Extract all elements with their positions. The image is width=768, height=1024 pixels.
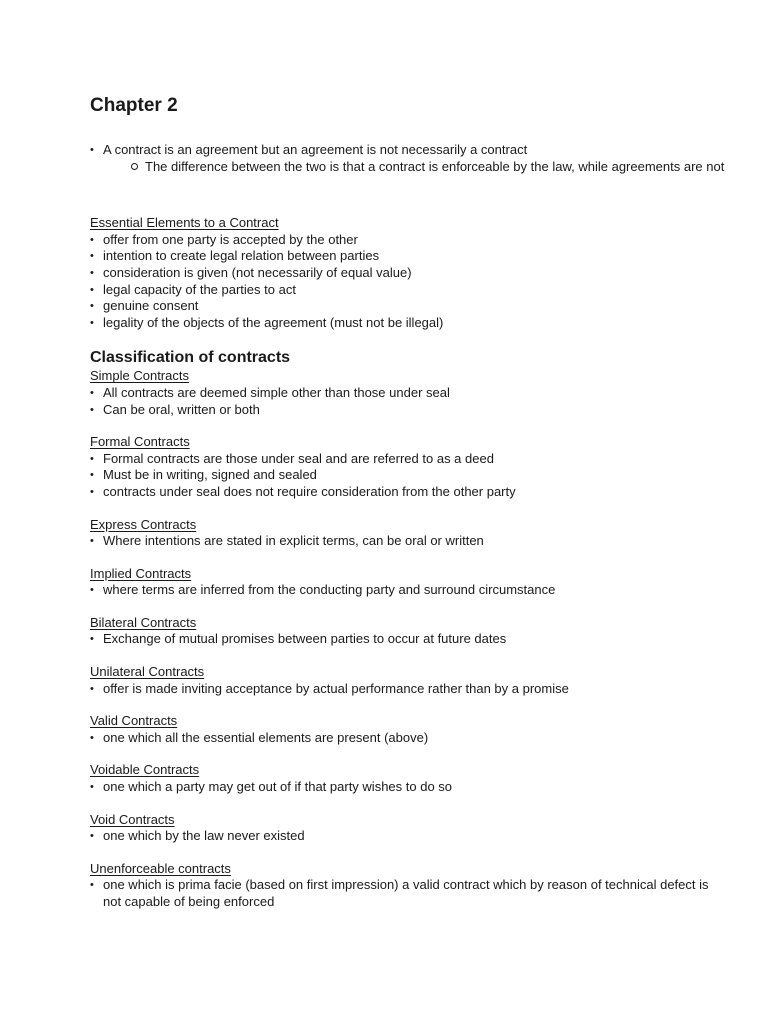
list-item: • Where intentions are stated in explicit terms, can be oral or written [90, 533, 730, 550]
contract-type-heading: Implied Contracts [90, 565, 192, 581]
contract-type-simple [90, 368, 730, 418]
list-item: • one which all the essential elements are present (above) [90, 730, 730, 747]
list-item: • Must be in writing, signed and sealed [90, 467, 730, 484]
intro-list [90, 142, 730, 175]
list-item: • one which by the law never existed [90, 828, 730, 845]
list-item: • offer is made inviting acceptance by actual performance rather than by a promise [90, 681, 730, 698]
contract-type-valid [90, 713, 730, 746]
essential-elements-heading: Essential Elements to a Contract [90, 215, 279, 231]
list-item: • one which a party may get out of if that party wishes to do so [90, 779, 730, 796]
list-item: • Exchange of mutual promises between parties to occur at future dates [90, 631, 730, 648]
list-item: • contracts under seal does not require consideration from the other party [90, 484, 730, 501]
chapter-title: Chapter 2 [90, 95, 178, 116]
contract-type-unenforceable [90, 861, 730, 911]
contract-type-bilateral [90, 615, 730, 648]
list-item: • one which is prima facie (based on first impression) a valid contract which by reason of technical defect is not capable of being enforced [90, 877, 730, 910]
intro-point [90, 142, 730, 175]
list-item: • All contracts are deemed simple other than those under seal [90, 385, 730, 402]
list-item: • Formal contracts are those under seal and are referred to as a deed [90, 451, 730, 468]
contract-type-list [90, 681, 730, 698]
list-item: • offer from one party is accepted by the other [90, 232, 730, 249]
contract-type-list [90, 582, 730, 599]
contract-type-list [90, 730, 730, 747]
contract-type-heading: Unenforceable contracts [90, 860, 231, 876]
contract-type-heading: Void Contracts [90, 811, 175, 827]
essential-elements-section [90, 215, 730, 331]
contract-type-heading: Unilateral Contracts [90, 664, 205, 680]
contract-type-list [90, 533, 730, 550]
contract-type-heading: Formal Contracts [90, 434, 190, 450]
essential-elements-list [90, 232, 730, 332]
intro-point-text: A contract is an agreement but an agreement is not necessarily a contract [103, 142, 528, 157]
contract-type-void [90, 812, 730, 845]
contract-type-heading: Bilateral Contracts [90, 614, 197, 630]
contract-type-express [90, 517, 730, 550]
list-item: • consideration is given (not necessarily of equal value) [90, 265, 730, 282]
contract-type-formal [90, 434, 730, 500]
contract-type-heading: Express Contracts [90, 516, 197, 532]
intro-sub-point: The difference between the two is that a contract is enforceable by the law, while agreements are not [131, 159, 730, 176]
contract-type-unilateral [90, 664, 730, 697]
list-item: • legality of the objects of the agreement (must not be illegal) [90, 315, 730, 332]
classification-title: Classification of contracts [90, 349, 291, 367]
list-item: • Can be oral, written or both [90, 402, 730, 419]
contract-type-implied [90, 566, 730, 599]
contract-type-list [90, 631, 730, 648]
list-item: • where terms are inferred from the conducting party and surround circumstance [90, 582, 730, 599]
intro-sub-list [103, 159, 730, 176]
list-item: • genuine consent [90, 298, 730, 315]
contract-type-voidable [90, 762, 730, 795]
contract-type-heading: Simple Contracts [90, 368, 189, 384]
contract-type-list [90, 451, 730, 501]
contract-type-heading: Valid Contracts [90, 713, 178, 729]
list-item: • legal capacity of the parties to act [90, 282, 730, 299]
contract-type-heading: Voidable Contracts [90, 762, 200, 778]
list-item: • intention to create legal relation between parties [90, 248, 730, 265]
document-page [90, 94, 730, 911]
contract-type-list [90, 385, 730, 418]
contract-type-list [90, 779, 730, 796]
contract-type-list [90, 828, 730, 845]
contract-type-list [90, 877, 730, 910]
